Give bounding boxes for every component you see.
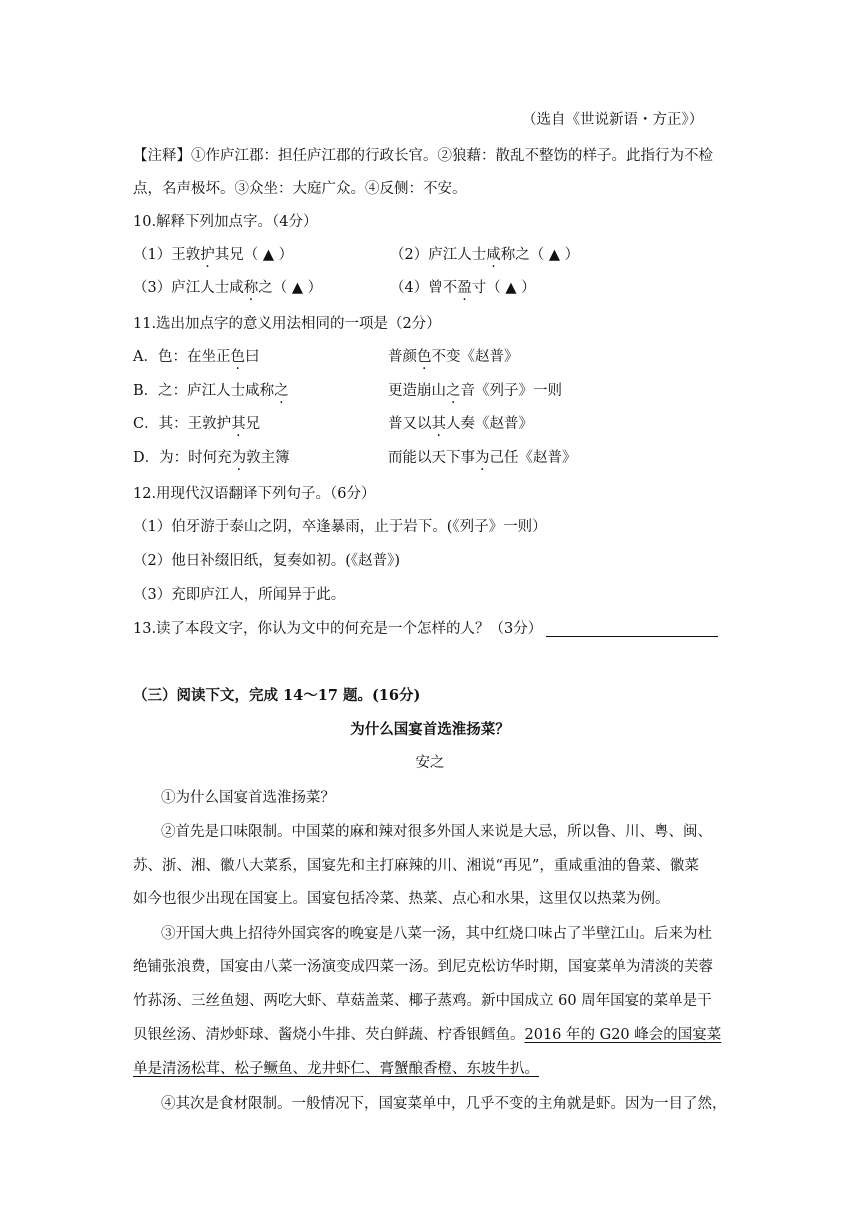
question-10-item-2: （2）庐江人士咸称之（ ▲ ） — [390, 247, 580, 263]
question-12-item-2: （2）他日补缀旧纸，复奏如初。(《赵普》) — [133, 553, 401, 569]
question-13 — [133, 619, 718, 639]
paragraph-3-line-4: 贝银丝汤、清炒虾球、酱烧小牛排、芡白鲜蔬、柠香银鳕鱼。2016 年的 G20 峰会的国宴菜 — [133, 1027, 722, 1043]
question-12-item-1: （1）伯牙游于泰山之阴，卒逢暴雨，止于岩下。(《列子》一则） — [133, 519, 547, 535]
option-a-left: A．色：在坐正色曰 — [133, 349, 260, 365]
paragraph-4-line-1: ④其次是食材限制。一般情况下，国宴菜单中，几乎不变的主角就是虾。因为一目了然， — [161, 1096, 727, 1112]
question-12-item-3: （3）充即庐江人，所闻异于此。 — [133, 587, 346, 603]
annotation-line-1: 【注释】①作庐江郡：担任庐江郡的行政长官。②狼藉：散乱不整饬的样子。此指行为不检 — [133, 148, 713, 164]
article-author: 安之 — [415, 755, 445, 771]
option-d-left: D．为：时何充为敦主簿 — [133, 450, 290, 466]
paragraph-2-line-2: 苏、浙、湘、徽八大菜系，国宴先和主打麻辣的川、湘说“再见”，重咸重油的鲁菜、徽菜 — [133, 858, 699, 874]
question-12-stem: 12.用现代汉语翻译下列句子。（6分） — [133, 486, 376, 502]
option-c-left: C．其：王敦护其兄 — [133, 416, 261, 432]
option-c-right: 普又以其人奏《赵普》 — [388, 416, 533, 432]
paragraph-1: ①为什么国宴首选淮扬菜？ — [161, 790, 335, 806]
annotation-line-2: 点，名声极坏。③众坐：大庭广众。④反侧：不安。 — [133, 181, 467, 197]
option-b-left: B．之：庐江人士咸称之 — [133, 383, 289, 399]
question-11-stem: 11.选出加点字的意义用法相同的一项是（2分） — [133, 316, 441, 332]
article-title: 为什么国宴首选淮扬菜？ — [350, 721, 510, 738]
underlined-sentence-part-1: 2016 年的 G20 峰会的国宴菜 — [524, 1027, 722, 1043]
paragraph-3-line-3: 竹荪汤、三丝鱼翅、两吃大虾、草菇盖菜、椰子蒸鸡。新中国成立 60 周年国宴的菜单是干 — [133, 993, 712, 1009]
question-10-stem: 10.解释下列加点字。（4分） — [133, 214, 318, 230]
option-d-right: 而能以天下事为己任《赵普》 — [388, 450, 577, 466]
paragraph-2-line-3: 如今也很少出现在国宴上。国宴包括冷菜、热菜、点心和水果，这里仅以热菜为例。 — [133, 891, 670, 907]
answer-blank[interactable] — [546, 620, 718, 637]
option-b-right: 更造崩山之音《列子》一则 — [388, 383, 562, 399]
underlined-sentence-part-2: 单是清汤松茸、松子鳜鱼、龙井虾仁、膏蟹酿香橙、东坡牛扒。 — [133, 1061, 539, 1077]
option-a-right: 普颜色不变《赵普》 — [388, 349, 519, 365]
question-13-stem: 13.读了本段文字，你认为文中的何充是一个怎样的人？（3分） — [133, 621, 543, 637]
source-citation: （选自《世说新语・方正》） — [522, 112, 704, 128]
paragraph-2-line-1: ②首先是口味限制。中国菜的麻和辣对很多外国人来说是大忌，所以鲁、川、粤、闽、 — [161, 824, 712, 840]
paragraph-3-line-2: 绝铺张浪费，国宴由八菜一汤演变成四菜一汤。到尼克松访华时期，国宴菜单为清淡的芙蓉 — [133, 959, 713, 975]
paragraph-3-line-1: ③开国大典上招待外国宾客的晚宴是八菜一汤，其中红烧口味占了半壁江山。后来为杜 — [161, 926, 712, 942]
question-10-item-4: （4）曾不盈寸（ ▲ ） — [390, 280, 536, 296]
question-10-item-3: （3）庐江人士咸称之（ ▲ ） — [133, 280, 323, 296]
question-10-item-1: （1）王敦护其兄（ ▲ ） — [133, 247, 294, 263]
section-3-heading: （三）阅读下文，完成 14～17 题。(16分) — [133, 687, 421, 704]
